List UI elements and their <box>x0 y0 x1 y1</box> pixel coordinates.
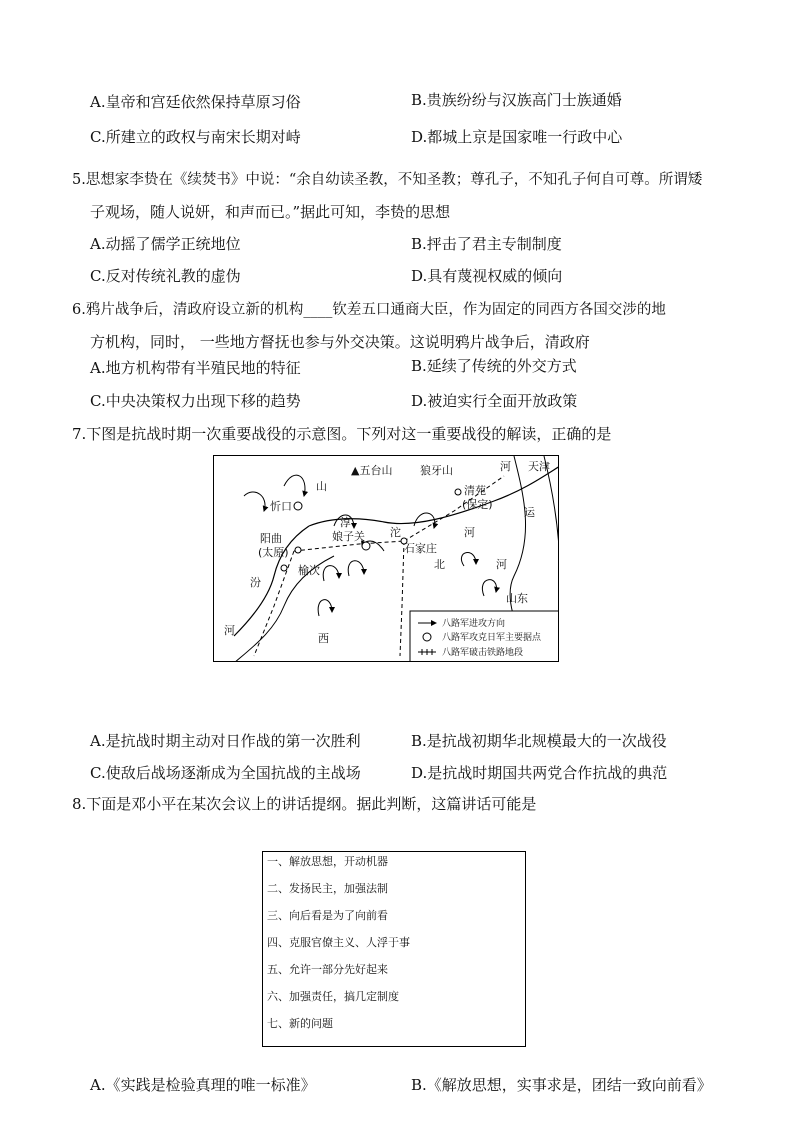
speech-outline-box <box>262 851 526 1047</box>
label-tuo: 沱 <box>390 526 401 539</box>
legend-stronghold-label: 八路军攻克日军主要据点 <box>442 633 542 643</box>
q7-option-c: C.使敌后战场逐渐成为全国抗战的主战场 <box>90 764 361 782</box>
label-xi: 西 <box>318 632 329 645</box>
legend-railway-label: 八路军破击铁路地段 <box>442 648 524 658</box>
outline-item-4: 四、克服官僚主义、人浮于事 <box>267 936 410 949</box>
label-xinkou: 忻口 <box>270 500 292 513</box>
outline-item-5: 五、允许一部分先好起来 <box>267 963 388 976</box>
label-qingyuan: 清苑 <box>464 484 486 497</box>
stronghold-xinkou <box>294 502 302 510</box>
attack-arrow-3 <box>348 561 364 576</box>
label-he-mid: 河 <box>464 526 475 539</box>
label-yuci: 榆次 <box>298 564 320 577</box>
label-bei: 北 <box>434 558 445 571</box>
label-yun: 运 <box>524 506 535 519</box>
q6-stem-line1: 6.鸦片战争后，清政府设立新的机构____钦差五口通商大臣，作为固定的同西方各国交涉的地 <box>72 302 666 318</box>
label-taiyuan: (太原) <box>258 546 289 559</box>
label-niangziguan: 娘子关 <box>332 530 365 543</box>
label-shandong: 山东 <box>506 592 528 605</box>
q5-option-a: A.动摇了儒学正统地位 <box>90 235 241 253</box>
label-shijiazhuang: 石家庄 <box>404 542 437 555</box>
q5-stem-line2: 子观场，随人说妍，和声而已。”据此可知，李贽的思想 <box>90 203 451 221</box>
outline-item-2: 二、发扬民主，加强法制 <box>267 882 388 895</box>
stronghold-yuci <box>281 565 287 571</box>
label-he-left: 河 <box>224 624 235 637</box>
q6-option-d: D.被迫实行全面开放政策 <box>411 392 578 410</box>
label-tianjin: 天津 <box>528 460 550 473</box>
map-legend <box>410 611 559 662</box>
outline-item-7: 七、新的问题 <box>267 1017 333 1030</box>
q8-stem: 8.下面是邓小平在某次会议上的讲话提纲。据此判断，这篇讲话可能是 <box>72 795 537 813</box>
attack-arrow-1 <box>284 475 305 496</box>
q5-option-c: C.反对传统礼教的虚伪 <box>90 267 241 285</box>
q7-option-b: B.是抗战初期华北规模最大的一次战役 <box>411 732 667 750</box>
stronghold-yangqu <box>295 547 301 553</box>
stronghold-niangziguan <box>362 542 370 550</box>
label-langyashan: 狼牙山 <box>420 464 453 477</box>
label-chun: 淳 <box>340 516 351 529</box>
label-he-right: 河 <box>496 558 507 571</box>
q4-option-c: C.所建立的政权与南宋长期对峙 <box>90 128 301 146</box>
attack-arrow-7 <box>318 600 332 616</box>
q4-option-a: A.皇帝和宫廷依然保持草原习俗 <box>90 93 301 111</box>
q6-option-a: A.地方机构带有半殖民地的特征 <box>90 359 301 377</box>
label-shan: 山 <box>316 480 327 493</box>
q4-option-d: D.都城上京是国家唯一行政中心 <box>411 128 623 146</box>
q6-option-b: B.延续了传统的外交方式 <box>411 357 577 375</box>
q5-option-d: D.具有蔑视权威的倾向 <box>411 267 563 285</box>
attack-arrow-4 <box>323 566 339 581</box>
q5-option-b: B.抨击了君主专制制度 <box>411 235 562 253</box>
q8-option-b: B.《解放思想，实事求是，团结一致向前看》 <box>411 1076 712 1094</box>
q6-option-c: C.中央决策权力出现下移的趋势 <box>90 392 301 410</box>
outline-item-6: 六、加强责任，搞几定制度 <box>267 990 399 1003</box>
label-yangqu: 阳曲 <box>260 532 282 545</box>
attack-arrow-10 <box>244 492 265 511</box>
stronghold-qingyuan <box>455 489 461 495</box>
outline-item-1: 一、解放思想，开动机器 <box>267 855 388 868</box>
battle-map <box>213 455 559 662</box>
label-fen: 汾 <box>250 576 261 589</box>
q7-option-a: A.是抗战时期主动对日作战的第一次胜利 <box>90 732 361 750</box>
q7-option-d: D.是抗战时期国共两党合作抗战的典范 <box>411 764 668 782</box>
outline-item-3: 三、向后看是为了向前看 <box>267 909 388 922</box>
q5-stem-line1: 5.思想家李贽在《续焚书》中说：“余自幼读圣教，不知圣教；尊孔子，不知孔子何自可尊。所谓矮 <box>72 172 703 188</box>
legend-attack-label: 八路军进攻方向 <box>442 619 506 629</box>
railway-south <box>400 541 404 656</box>
q6-stem-line2: 方机构，同时， 一些地方督抚也参与外交决策。这说明鸦片战争后，清政府 <box>90 333 590 351</box>
q4-option-b: B.贵族纷纷与汉族高门士族通婚 <box>411 91 622 109</box>
label-he-top: 河 <box>500 460 511 473</box>
q7-stem: 7.下图是抗战时期一次重要战役的示意图。下列对这一重要战役的解读，正确的是 <box>72 425 612 443</box>
attack-arrow-5 <box>461 552 476 566</box>
label-wutaishan: ▲五台山 <box>351 464 393 477</box>
q8-option-a: A.《实践是检验真理的唯一标准》 <box>90 1076 316 1094</box>
attack-arrow-8 <box>482 580 496 596</box>
label-baoding: (保定) <box>462 498 493 511</box>
